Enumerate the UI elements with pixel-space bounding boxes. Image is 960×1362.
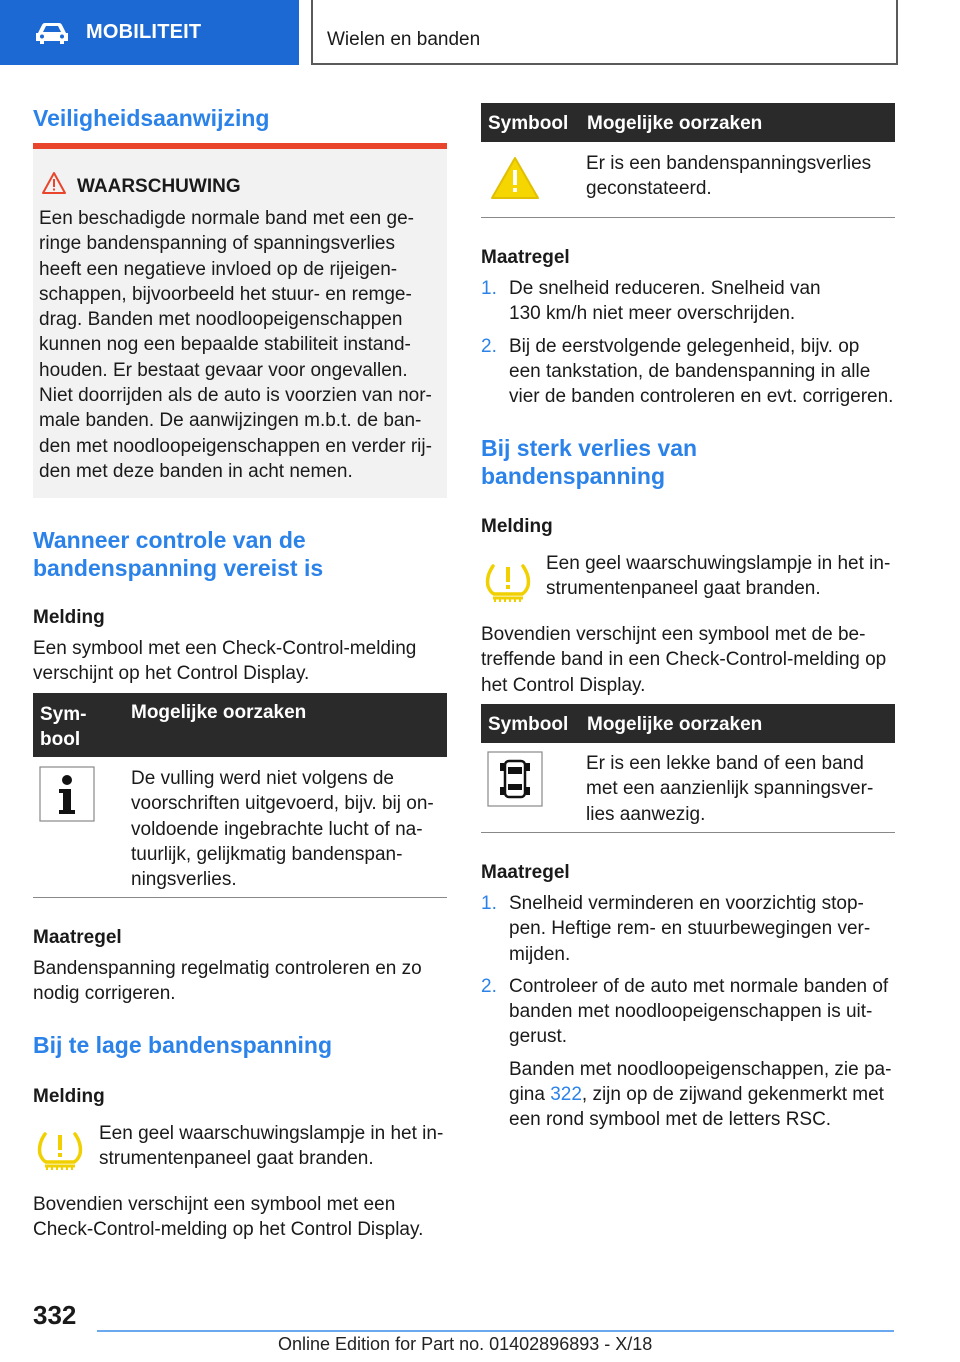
list-item (481, 891, 895, 967)
footer-divider (97, 1330, 894, 1332)
warning-box (33, 143, 447, 498)
table1-cause (131, 766, 447, 892)
table1-cause-line: De vulling werd niet volgens de (131, 768, 394, 789)
warning-line: den met noodloopeigenschappen en verder rij- (39, 435, 432, 457)
table3-col2-header: Mogelijke oorzaken (587, 714, 763, 735)
extra-text: treffende band in een Check-Control-melding op (481, 649, 887, 671)
warning-line: Een beschadigde normale band met een ge- (39, 208, 414, 229)
table1-header (33, 693, 447, 757)
table3-cause (586, 751, 896, 827)
list-number: 2. (481, 335, 497, 357)
table3-divider (481, 832, 895, 833)
melding-2-text (99, 1121, 447, 1172)
warning-line: drag. Banden met noodloopeigenschappen (39, 309, 403, 331)
section-title: MOBILITEIT (86, 21, 202, 43)
list-text: Bij de eerstvolgende gelegenheid, bijv. op (509, 335, 860, 357)
melding-text: Een symbool met een Check-Control-melding (33, 638, 417, 659)
page-link[interactable]: 322 (550, 1084, 582, 1106)
low-pressure-heading: Bij te lage bandenspanning (33, 1032, 333, 1058)
list-item (481, 276, 895, 327)
warning-line: kunnen nog een bepaalde stabiliteit instand- (39, 334, 411, 356)
list-text: banden met noodloopeigenschappen is uit- (509, 1001, 873, 1023)
melding-3-text (546, 551, 896, 602)
extra-block-right (481, 622, 895, 698)
list-item (481, 334, 895, 410)
table2-cause-line: geconstateerd. (586, 178, 712, 200)
note-text-part: , zijn op de zijwand gekenmerkt met (581, 1084, 884, 1106)
list-number: 1. (481, 278, 497, 299)
maatregel-block-2 (481, 245, 895, 409)
strong-loss-heading-block (481, 434, 895, 490)
extra-text: Bovendien verschijnt een symbool met een (33, 1194, 396, 1215)
melding-block-3 (481, 514, 895, 539)
melding-heading: Melding (33, 1086, 105, 1107)
list-text: Controleer of de auto met normale banden of (509, 975, 889, 997)
table1-col2-header: Mogelijke oorzaken (131, 702, 307, 723)
warning-triangle-icon (41, 171, 67, 195)
strong-loss-heading-line-1: Bij sterk verlies van (481, 435, 698, 461)
table1-cause-line: tuurlijk, gelijkmatig bandenspan- (131, 843, 403, 865)
warning-text (39, 206, 439, 484)
chapter-title: Wielen en banden (327, 29, 481, 50)
melding-block-2 (33, 1084, 447, 1109)
extra-text: Bovendien verschijnt een symbool met de be- (481, 624, 866, 645)
melding-text: Een geel waarschuwingslampje in het in- (99, 1123, 444, 1144)
check-heading-line-2: bandenspanning vereist is (33, 555, 324, 581)
maatregel-block-3 (481, 860, 895, 1133)
list-text: een tankstation, de bandenspanning in alle (509, 360, 871, 382)
header-section-tab[interactable] (0, 0, 299, 65)
maatregel-heading: Maatregel (481, 862, 570, 883)
table2-header (481, 103, 895, 142)
low-pressure-heading-block (33, 1031, 447, 1059)
melding-text: strumentenpaneel gaat branden. (99, 1148, 374, 1170)
car-icon (34, 21, 70, 45)
maatregel-text: Bandenspanning regelmatig controleren en zo (33, 958, 422, 979)
warning-line: Niet doorrijden als de auto is voorzien van nor- (39, 385, 432, 407)
table3-cause-line: Er is een lekke band of een band (586, 753, 864, 774)
warning-yellow-triangle-icon (489, 154, 541, 202)
table2-col1-header: Symbool (488, 113, 569, 134)
info-icon (39, 766, 95, 822)
maatregel-heading: Maatregel (481, 247, 570, 268)
maatregel-block-1 (33, 925, 447, 1007)
page-number: 332 (33, 1300, 77, 1330)
check-heading-line-1: Wanneer controle van de (33, 527, 306, 553)
list-text: mijden. (509, 943, 571, 965)
table2-cause-line: Er is een bandenspanningsverlies (586, 153, 872, 174)
list-text: 130 km/h niet meer overschrijden. (509, 303, 796, 325)
table3-cause-line: met een aanzienlijk spanningsver- (586, 778, 874, 800)
list-text: gerust. (509, 1026, 568, 1048)
table2-col2-header: Mogelijke oorzaken (587, 113, 763, 134)
chapter-header (311, 0, 898, 65)
safety-heading: Veiligheidsaanwijzing (33, 105, 270, 131)
warning-line: ringe bandenspanning of spanningsverlies (39, 233, 395, 255)
list-note (481, 1057, 895, 1133)
list-number: 1. (481, 893, 497, 914)
warning-line: den met deze banden in acht nemen. (39, 460, 353, 482)
table1-cause-line: ningsverlies. (131, 869, 237, 891)
table1-divider (33, 897, 447, 898)
note-text: een rond symbool met de letters RSC. (509, 1109, 832, 1131)
note-text: Banden met noodloopeigenschappen, zie pa- (509, 1058, 892, 1080)
table2-divider (481, 217, 895, 218)
table1-col1-header: bool (40, 729, 81, 750)
table1-cause-line: voldoende ingebrachte lucht of na- (131, 818, 423, 840)
melding-heading: Melding (481, 516, 553, 537)
melding-heading: Melding (33, 607, 105, 628)
extra-text: het Control Display. (481, 674, 646, 696)
melding-text: Een geel waarschuwingslampje in het in- (546, 553, 891, 574)
extra-block-left (33, 1192, 447, 1243)
table1-col1-header: Sym- (40, 704, 87, 725)
table3-col1-header: Symbool (488, 714, 569, 735)
note-text (509, 1082, 895, 1107)
warning-line: schappen, bijvoorbeeld het stuur- en remge- (39, 283, 412, 305)
maatregel-text: nodig corrigeren. (33, 983, 176, 1005)
table2-cause (586, 151, 896, 202)
maatregel-heading: Maatregel (33, 927, 122, 948)
table1-cause-line: voorschriften uitgevoerd, bijv. bij on- (131, 793, 434, 815)
extra-text: Check-Control-melding op het Control Display. (33, 1219, 424, 1241)
list-item (481, 974, 895, 1050)
note-text-part: gina (509, 1084, 551, 1106)
warning-title: WAARSCHUWING (77, 176, 241, 197)
tire-pressure-warning-icon (36, 1128, 84, 1172)
check-heading-block (33, 526, 447, 582)
list-number: 2. (481, 975, 497, 997)
list-text: De snelheid reduceren. Snelheid van (509, 278, 821, 299)
footer-edition: Online Edition for Part no. 01402896893 - X/18 (278, 1334, 653, 1354)
warning-line: houden. Er bestaat gevaar voor ongevallen. (39, 359, 408, 381)
strong-loss-heading-line-2: bandenspanning (481, 463, 665, 489)
table3-header (481, 704, 895, 743)
list-text: pen. Heftige rem- en stuurbewegingen ver- (509, 918, 871, 940)
melding-block-1 (33, 605, 447, 687)
car-flat-tire-icon (487, 751, 543, 807)
table3-cause-line: lies aanwezig. (586, 803, 706, 825)
warning-line: male banden. De aanwijzingen m.b.t. de ban- (39, 410, 422, 432)
safety-heading-block (33, 104, 447, 132)
warning-line: heeft een negatieve invloed op de rijeigen- (39, 258, 398, 280)
list-text: vier de banden controleren en evt. corrigeren. (509, 386, 894, 408)
melding-text: strumentenpaneel gaat branden. (546, 578, 821, 600)
list-text: Snelheid verminderen en voorzichtig stop- (509, 893, 864, 914)
melding-text: verschijnt op het Control Display. (33, 663, 310, 685)
tire-pressure-warning-icon (484, 560, 532, 604)
